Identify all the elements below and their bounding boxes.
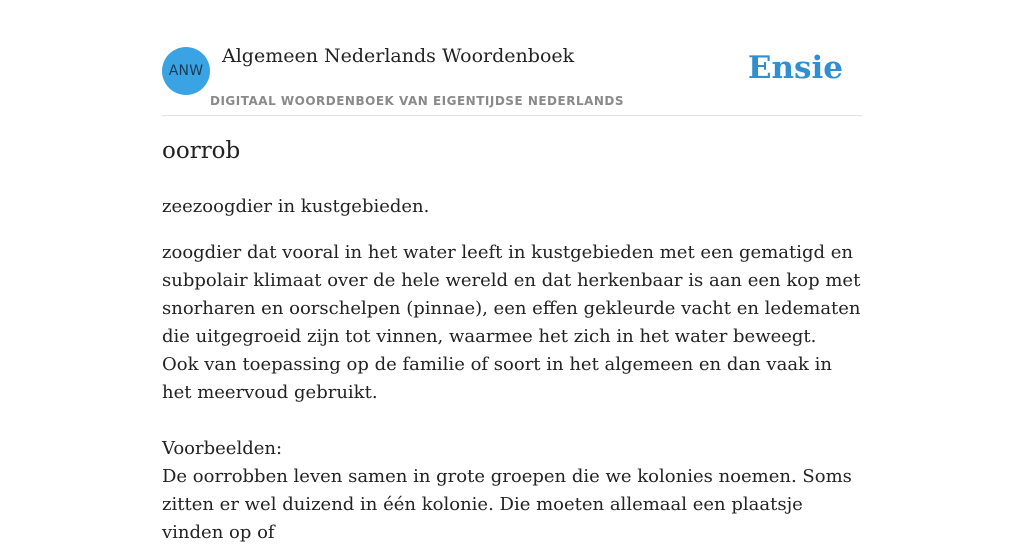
long-definition-block bbox=[162, 239, 867, 547]
anw-logo[interactable]: ANW bbox=[162, 47, 210, 95]
short-definition: zeezoogdier in kustgebieden. bbox=[162, 196, 430, 217]
site-title[interactable]: Algemeen Nederlands Woordenboek bbox=[222, 45, 575, 67]
site-subtitle: DIGITAAL WOORDENBOEK VAN EIGENTIJDSE NEDERLANDS bbox=[210, 94, 625, 108]
ensie-brand-link[interactable]: Ensie bbox=[747, 50, 843, 86]
long-definition: zoogdier dat vooral in het water leeft in kustgebieden met een gematigd en subpolair klimaat over de hele wereld en dat herkenbaar is aan een kop met snorharen en oorschelpen (pinnae), een effen gekleurde vacht en ledematen die uitgegroeid zijn tot vinnen, waarmee het zich in het water beweegt. bbox=[162, 242, 861, 347]
paragraph-spacer bbox=[162, 407, 867, 435]
site-header bbox=[162, 0, 862, 116]
word-title: oorrob bbox=[162, 138, 241, 164]
usage-note: Ook van toepassing op de familie of soort in het algemeen en dan vaak in het meervoud gebruikt. bbox=[162, 354, 833, 403]
content-container bbox=[162, 0, 862, 543]
examples-heading: Voorbeelden: bbox=[162, 438, 283, 459]
example-text: De oorrobben leven samen in grote groepen die we kolonies noemen. Soms zitten er wel duizend in één kolonie. Die moeten allemaal een plaatsje vinden op of bbox=[162, 466, 852, 543]
